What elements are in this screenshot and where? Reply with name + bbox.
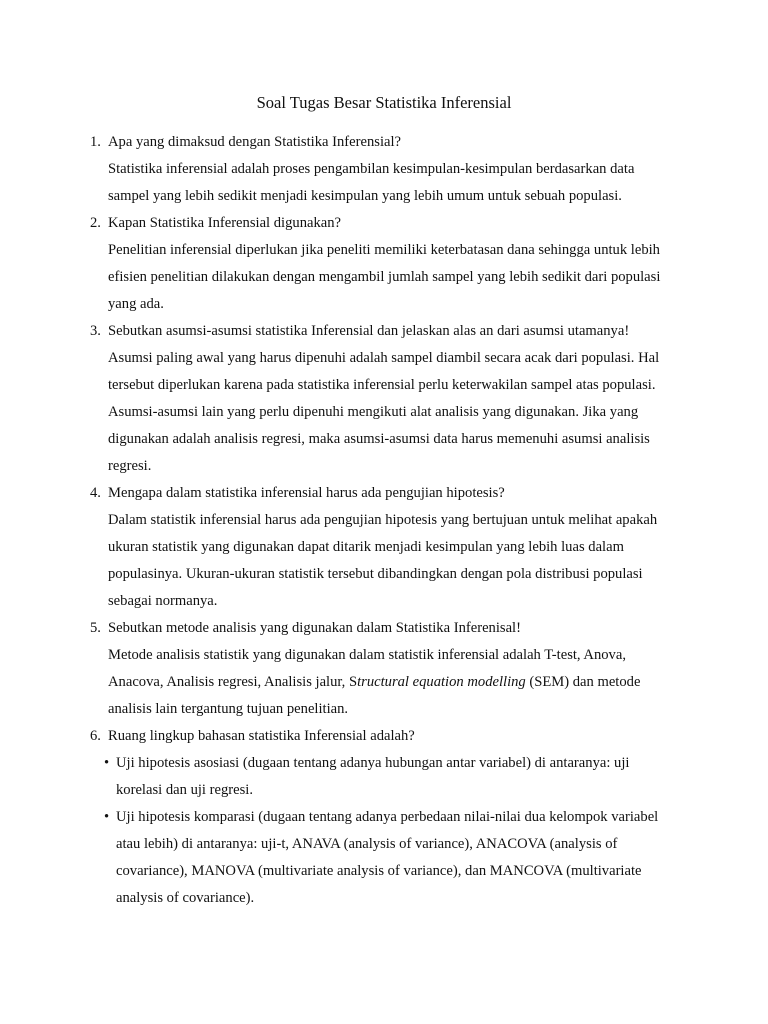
- question-item-5: [0, 615, 768, 723]
- question-item-4: [0, 480, 768, 615]
- question-number: 1.: [90, 134, 101, 150]
- question-number: 6.: [90, 728, 101, 744]
- bullet-text: Uji hipotesis komparasi (dugaan tentang adanya perbedaan nilai-nilai dua kelompok variabel atau lebih) di antaranya: uji-t, ANAVA (analysis of variance), ANACOVA (analysis of covariance), MANOVA (multivariate analysis of variance), dan MANCOVA (multivariate analysis of covariance).: [116, 809, 659, 906]
- answer-text: Penelitian inferensial diperlukan jika peneliti memiliki keterbatasan dana sehingga untuk lebih efisien penelitian dilakukan dengan mengambil jumlah sampel yang lebih sedikit dari populasi yang ada.: [108, 242, 661, 312]
- bullet-text: Uji hipotesis asosiasi (dugaan tentang adanya hubungan antar variabel) di antaranya: uji korelasi dan uji regresi.: [116, 755, 630, 798]
- question-text: Sebutkan asumsi-asumsi statistika Inferensial dan jelaskan alas an dari asumsi utamanya!: [108, 323, 630, 339]
- bullet-list: [0, 750, 768, 912]
- bullet-icon: •: [104, 755, 110, 771]
- answer-text-part: Metode analisis statistik yang digunakan dalam statistik inferensial adalah T-test, Anova, Anacova, Analisis regresi, Analisis jalur, S: [108, 647, 626, 690]
- answer-text: Dalam statistik inferensial harus ada pengujian hipotesis yang bertujuan untuk melihat apakah ukuran statistik yang digunakan dapat ditarik menjadi kesimpulan yang lebih luas dalam populasinya. Ukuran-ukuran statistik tersebut dibandingkan dengan pola distribusi populasi sebagai normanya.: [108, 512, 658, 609]
- question-item-1: [0, 129, 768, 210]
- question-number: 5.: [90, 620, 101, 636]
- question-number: 4.: [90, 485, 101, 501]
- question-item-6: [0, 723, 768, 912]
- answer-text: Statistika inferensial adalah proses pengambilan kesimpulan-kesimpulan berdasarkan data sampel yang lebih sedikit menjadi kesimpulan yang lebih umum untuk sebuah populasi.: [108, 161, 635, 204]
- answer-text-italic: tructural equation modelling: [357, 674, 526, 690]
- question-text: Kapan Statistika Inferensial digunakan?: [108, 215, 342, 231]
- question-text: Ruang lingkup bahasan statistika Inferensial adalah?: [108, 728, 415, 744]
- answer-text-part: (SEM) dan metode analisis lain tergantung tujuan penelitian.: [108, 674, 641, 717]
- question-item-2: [0, 210, 768, 318]
- answer-text: Asumsi paling awal yang harus dipenuhi adalah sampel diambil secara acak dari populasi. Hal tersebut diperlukan karena pada statistika inferensial perlu keterwakilan sampel atas populasi. Asumsi-asumsi lain yang perlu dipenuhi mengikuti alat analisis yang digunakan. Jika yang digunakan adalah analisis regresi, maka asumsi-asumsi data harus memenuhi asumsi analisis regresi.: [108, 350, 660, 474]
- question-number: 3.: [90, 323, 101, 339]
- question-list: [0, 129, 768, 912]
- question-number: 2.: [90, 215, 101, 231]
- bullet-icon: •: [104, 809, 110, 825]
- answer-text: [108, 642, 668, 723]
- question-text: Apa yang dimaksud dengan Statistika Inferensial?: [108, 134, 402, 150]
- question-item-3: [0, 318, 768, 480]
- bullet-item: [104, 804, 661, 912]
- question-text: Sebutkan metode analisis yang digunakan dalam Statistika Inferenisal!: [108, 620, 521, 636]
- bullet-item: [104, 750, 661, 804]
- question-text: Mengapa dalam statistika inferensial harus ada pengujian hipotesis?: [108, 485, 505, 501]
- document-title: Soal Tugas Besar Statistika Inferensial: [256, 93, 512, 112]
